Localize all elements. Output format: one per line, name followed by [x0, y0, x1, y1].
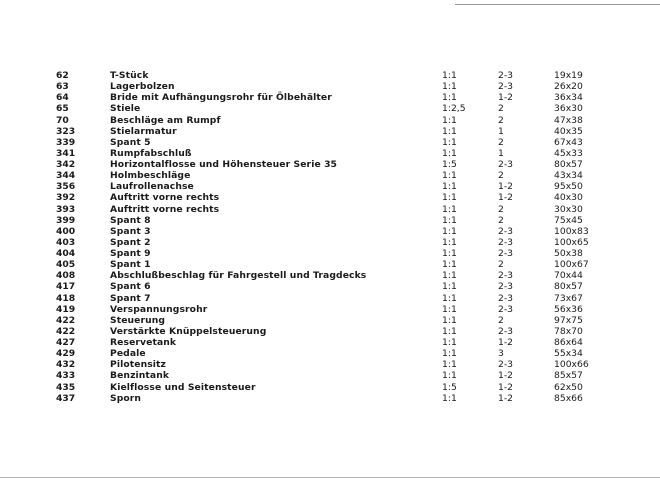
part-name: Steuerung: [110, 314, 166, 326]
part-name: Stiele: [110, 103, 141, 115]
part-scale: 1:1: [442, 314, 457, 326]
part-count: 2-3: [498, 70, 514, 81]
part-name: Spant 1: [110, 259, 151, 271]
table-row: [0, 159, 660, 170]
part-count: 1-2: [498, 192, 514, 204]
bottom-rule: [0, 477, 660, 478]
table-row: [0, 192, 660, 203]
part-scale: 1:1: [442, 303, 457, 315]
table-row: [0, 293, 660, 304]
part-number: 433: [56, 370, 76, 382]
part-dimensions: 100x83: [554, 225, 589, 237]
part-number: 437: [56, 392, 76, 404]
part-dimensions: 36x30: [554, 103, 583, 115]
part-number: 403: [56, 236, 76, 248]
part-count: 2: [498, 259, 504, 271]
part-dimensions: 85x57: [554, 370, 583, 382]
part-scale: 1:1: [442, 214, 457, 226]
part-dimensions: 80x57: [554, 159, 583, 170]
part-dimensions: 80x57: [554, 281, 583, 293]
part-dimensions: 19x19: [554, 70, 583, 81]
part-name: Sporn: [110, 392, 142, 404]
part-count: 1-2: [498, 381, 514, 393]
part-dimensions: 85x66: [554, 392, 583, 404]
part-scale: 1:1: [442, 370, 457, 382]
part-scale: 1:1: [442, 270, 457, 282]
part-count: 1-2: [498, 337, 514, 348]
table-row: [0, 215, 660, 226]
table-row: [0, 248, 660, 259]
part-name: Benzintank: [110, 370, 170, 382]
part-number: 70: [56, 114, 69, 126]
part-number: 429: [56, 348, 76, 360]
part-scale: 1:1: [442, 236, 457, 248]
part-count: 3: [498, 348, 504, 360]
table-row: [0, 348, 660, 359]
part-count: 2-3: [498, 159, 514, 170]
part-count: 2: [498, 203, 504, 215]
table-row: [0, 181, 660, 192]
part-scale: 1:1: [442, 392, 457, 404]
part-number: 62: [56, 70, 69, 81]
table-row: [0, 137, 660, 148]
part-count: 1-2: [498, 181, 514, 193]
part-name: T-Stück: [110, 70, 149, 81]
table-row: [0, 370, 660, 381]
part-dimensions: 56x36: [554, 303, 583, 315]
part-count: 2-3: [498, 303, 514, 315]
part-count: 2: [498, 136, 504, 148]
part-name: Horizontalflosse und Höhensteuer Serie 35: [110, 159, 338, 170]
table-row: [0, 337, 660, 348]
part-dimensions: 47x38: [554, 114, 583, 126]
part-count: 2-3: [498, 281, 514, 293]
part-count: 1: [498, 147, 504, 159]
part-name: Kielflosse und Seitensteuer: [110, 381, 256, 393]
part-count: 1-2: [498, 92, 514, 104]
part-dimensions: 36x34: [554, 92, 583, 104]
part-scale: 1:1: [442, 147, 457, 159]
part-scale: 1:1: [442, 92, 457, 104]
part-scale: 1:1: [442, 170, 457, 182]
part-number: 422: [56, 314, 76, 326]
table-row: [0, 204, 660, 215]
table-row: [0, 304, 660, 315]
part-dimensions: 40x35: [554, 125, 583, 137]
part-number: 341: [56, 147, 76, 159]
parts-table: [0, 70, 660, 404]
part-number: 392: [56, 192, 76, 204]
part-name: Pilotensitz: [110, 359, 166, 371]
part-scale: 1:5: [442, 381, 457, 393]
part-scale: 1:1: [442, 192, 457, 204]
part-dimensions: 50x38: [554, 248, 583, 259]
table-row: [0, 270, 660, 281]
part-name: Spant 2: [110, 236, 151, 248]
part-dimensions: 78x70: [554, 325, 583, 337]
part-name: Rumpfabschluß: [110, 147, 192, 159]
part-dimensions: 100x65: [554, 236, 589, 248]
part-dimensions: 26x20: [554, 81, 583, 93]
part-number: 65: [56, 103, 69, 115]
part-dimensions: 43x34: [554, 170, 583, 182]
part-number: 417: [56, 281, 76, 293]
part-name: Abschlußbeschlag für Fahrgestell und Tragdecks: [110, 270, 367, 282]
part-count: 2: [498, 170, 504, 182]
part-number: 393: [56, 203, 76, 215]
part-name: Verspannungsrohr: [110, 303, 208, 315]
part-count: 2-3: [498, 292, 514, 304]
part-dimensions: 95x50: [554, 181, 583, 193]
part-scale: 1:5: [442, 159, 457, 170]
part-name: Lagerbolzen: [110, 81, 175, 93]
part-name: Stielarmatur: [110, 125, 177, 137]
table-row: [0, 115, 660, 126]
part-count: 2-3: [498, 359, 514, 371]
part-number: 427: [56, 337, 76, 348]
part-number: 356: [56, 181, 76, 193]
part-scale: 1:1: [442, 259, 457, 271]
table-row: [0, 359, 660, 370]
part-scale: 1:1: [442, 359, 457, 371]
part-number: 400: [56, 225, 76, 237]
top-rule: [455, 4, 660, 5]
part-dimensions: 100x66: [554, 359, 589, 371]
part-name: Spant 5: [110, 136, 151, 148]
part-scale: 1:1: [442, 325, 457, 337]
part-number: 344: [56, 170, 76, 182]
part-dimensions: 45x33: [554, 147, 583, 159]
part-number: 422: [56, 325, 76, 337]
table-row: [0, 170, 660, 181]
part-scale: 1:1: [442, 114, 457, 126]
part-name: Auftritt vorne rechts: [110, 192, 220, 204]
part-number: 435: [56, 381, 76, 393]
table-row: [0, 259, 660, 270]
part-number: 408: [56, 270, 76, 282]
table-row: [0, 148, 660, 159]
part-count: 2-3: [498, 81, 514, 93]
part-dimensions: 70x44: [554, 270, 583, 282]
part-dimensions: 67x43: [554, 136, 583, 148]
part-scale: 1:1: [442, 125, 457, 137]
part-dimensions: 100x67: [554, 259, 589, 271]
part-count: 2-3: [498, 236, 514, 248]
part-number: 339: [56, 136, 76, 148]
table-row: [0, 326, 660, 337]
part-scale: 1:1: [442, 248, 457, 259]
part-number: 419: [56, 303, 76, 315]
part-count: 2: [498, 314, 504, 326]
part-scale: 1:1: [442, 136, 457, 148]
part-name: Holmbeschläge: [110, 170, 191, 182]
part-scale: 1:1: [442, 181, 457, 193]
part-count: 1-2: [498, 370, 514, 382]
part-name: Laufrollenachse: [110, 181, 194, 193]
table-row: [0, 103, 660, 114]
part-count: 2-3: [498, 225, 514, 237]
part-dimensions: 73x67: [554, 292, 583, 304]
part-scale: 1:1: [442, 203, 457, 215]
part-count: 1-2: [498, 392, 514, 404]
part-scale: 1:1: [442, 348, 457, 360]
part-scale: 1:1: [442, 292, 457, 304]
part-count: 1: [498, 125, 504, 137]
part-dimensions: 75x45: [554, 214, 583, 226]
table-row: [0, 382, 660, 393]
part-scale: 1:1: [442, 337, 457, 348]
part-name: Spant 9: [110, 248, 151, 259]
part-dimensions: 97x75: [554, 314, 583, 326]
part-scale: 1:2,5: [442, 103, 466, 115]
table-row: [0, 315, 660, 326]
table-row: [0, 281, 660, 292]
part-number: 404: [56, 248, 76, 259]
part-number: 323: [56, 125, 76, 137]
part-name: Spant 7: [110, 292, 151, 304]
part-count: 2: [498, 214, 504, 226]
part-name: Beschläge am Rumpf: [110, 114, 221, 126]
part-scale: 1:1: [442, 70, 457, 81]
part-number: 399: [56, 214, 76, 226]
part-scale: 1:1: [442, 81, 457, 93]
table-row: [0, 70, 660, 81]
table-row: [0, 92, 660, 103]
part-number: 405: [56, 259, 76, 271]
part-count: 2: [498, 114, 504, 126]
part-name: Reservetank: [110, 337, 177, 348]
part-dimensions: 55x34: [554, 348, 583, 360]
part-dimensions: 40x30: [554, 192, 583, 204]
part-scale: 1:1: [442, 225, 457, 237]
part-count: 2-3: [498, 325, 514, 337]
part-count: 2-3: [498, 270, 514, 282]
part-count: 2-3: [498, 248, 514, 259]
part-scale: 1:1: [442, 281, 457, 293]
table-row: [0, 237, 660, 248]
table-row: [0, 226, 660, 237]
part-number: 63: [56, 81, 69, 93]
part-number: 342: [56, 159, 76, 170]
part-name: Auftritt vorne rechts: [110, 203, 220, 215]
part-number: 64: [56, 92, 69, 104]
table-row: [0, 393, 660, 404]
part-count: 2: [498, 103, 504, 115]
part-dimensions: 62x50: [554, 381, 583, 393]
part-name: Bride mit Aufhängungsrohr für Ölbehälter: [110, 92, 332, 104]
part-dimensions: 86x64: [554, 337, 583, 348]
part-name: Spant 8: [110, 214, 151, 226]
table-row: [0, 126, 660, 137]
part-number: 418: [56, 292, 76, 304]
part-number: 432: [56, 359, 76, 371]
part-name: Spant 6: [110, 281, 151, 293]
part-name: Spant 3: [110, 225, 151, 237]
part-name: Verstärkte Knüppelsteuerung: [110, 325, 267, 337]
part-dimensions: 30x30: [554, 203, 583, 215]
table-row: [0, 81, 660, 92]
part-name: Pedale: [110, 348, 146, 360]
